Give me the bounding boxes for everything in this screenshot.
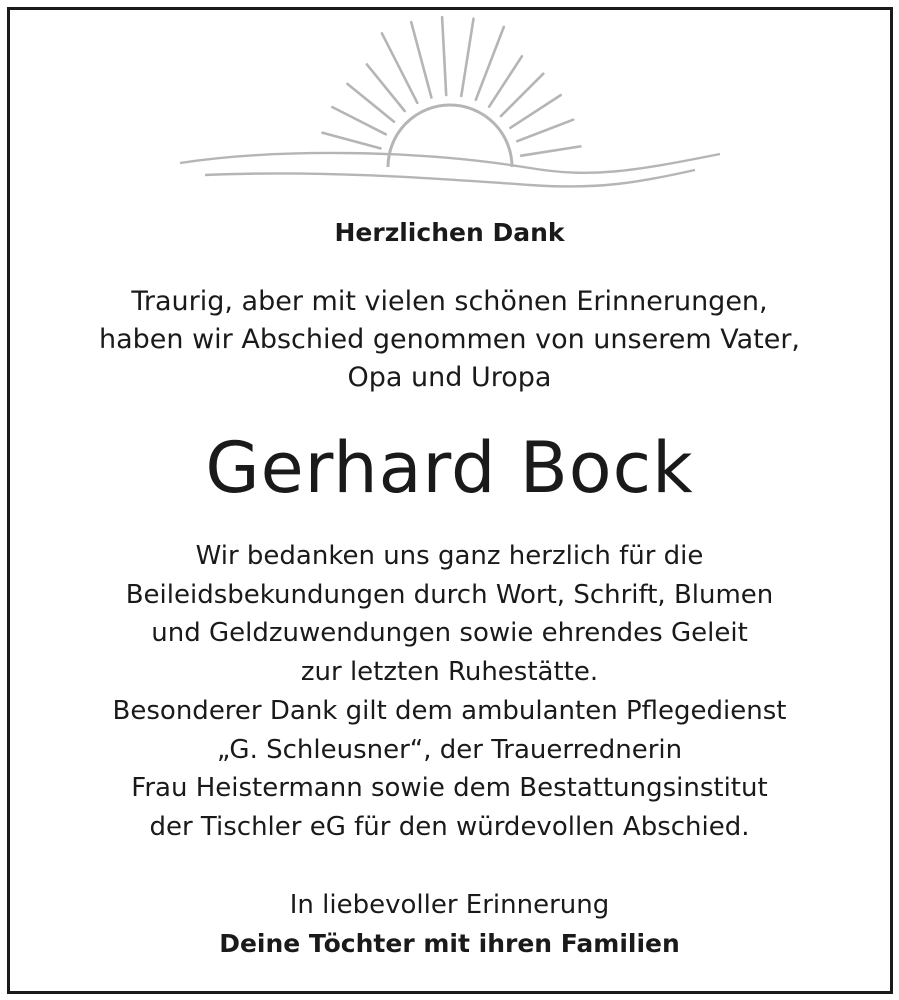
- sunrise-icon: [170, 10, 730, 210]
- thanks-line: Beileidsbekundungen durch Wort, Schrift, Blumen: [125, 579, 774, 610]
- thanks-line: Wir bedanken uns ganz herzlich für die: [195, 541, 704, 571]
- sun-ray: [517, 120, 573, 142]
- intro-line: haben wir Abschied genommen von unserem Vater,: [98, 324, 801, 355]
- notice-heading: Herzlichen Dank: [334, 218, 565, 247]
- sun-ray: [521, 146, 580, 155]
- thanks-line: „G. Schleusner“, der Trauerrednerin: [216, 734, 683, 765]
- intro-line: Traurig, aber mit vielen schönen Erinnerungen,: [131, 286, 768, 317]
- closing-text: In liebevoller Erinnerung: [289, 890, 610, 920]
- sun-ray: [323, 133, 381, 149]
- sun-ray: [461, 19, 473, 96]
- sun-ray: [411, 22, 431, 97]
- thanks-line: und Geldzuwendungen sowie ehrendes Geleit: [151, 618, 748, 649]
- thanks-line: Besonderer Dank gilt dem ambulanten Pflegedienst: [112, 695, 787, 726]
- sun-ray: [332, 107, 385, 134]
- sun-ray: [442, 17, 446, 95]
- thanks-line: zur letzten Ruhestätte.: [300, 657, 599, 688]
- deceased-name: Gerhard Bock: [205, 427, 694, 509]
- signature-text: Deine Töchter mit ihren Familien: [219, 929, 680, 958]
- intro-line: Opa und Uropa: [347, 362, 552, 393]
- intro-text: [0, 283, 899, 397]
- thanks-text: [0, 537, 899, 847]
- thanks-line: der Tischler eG für den würdevollen Abschied.: [149, 811, 750, 842]
- thanks-line: Frau Heistermann sowie dem Bestattungsinstitut: [131, 773, 768, 804]
- sun-ray: [382, 33, 417, 103]
